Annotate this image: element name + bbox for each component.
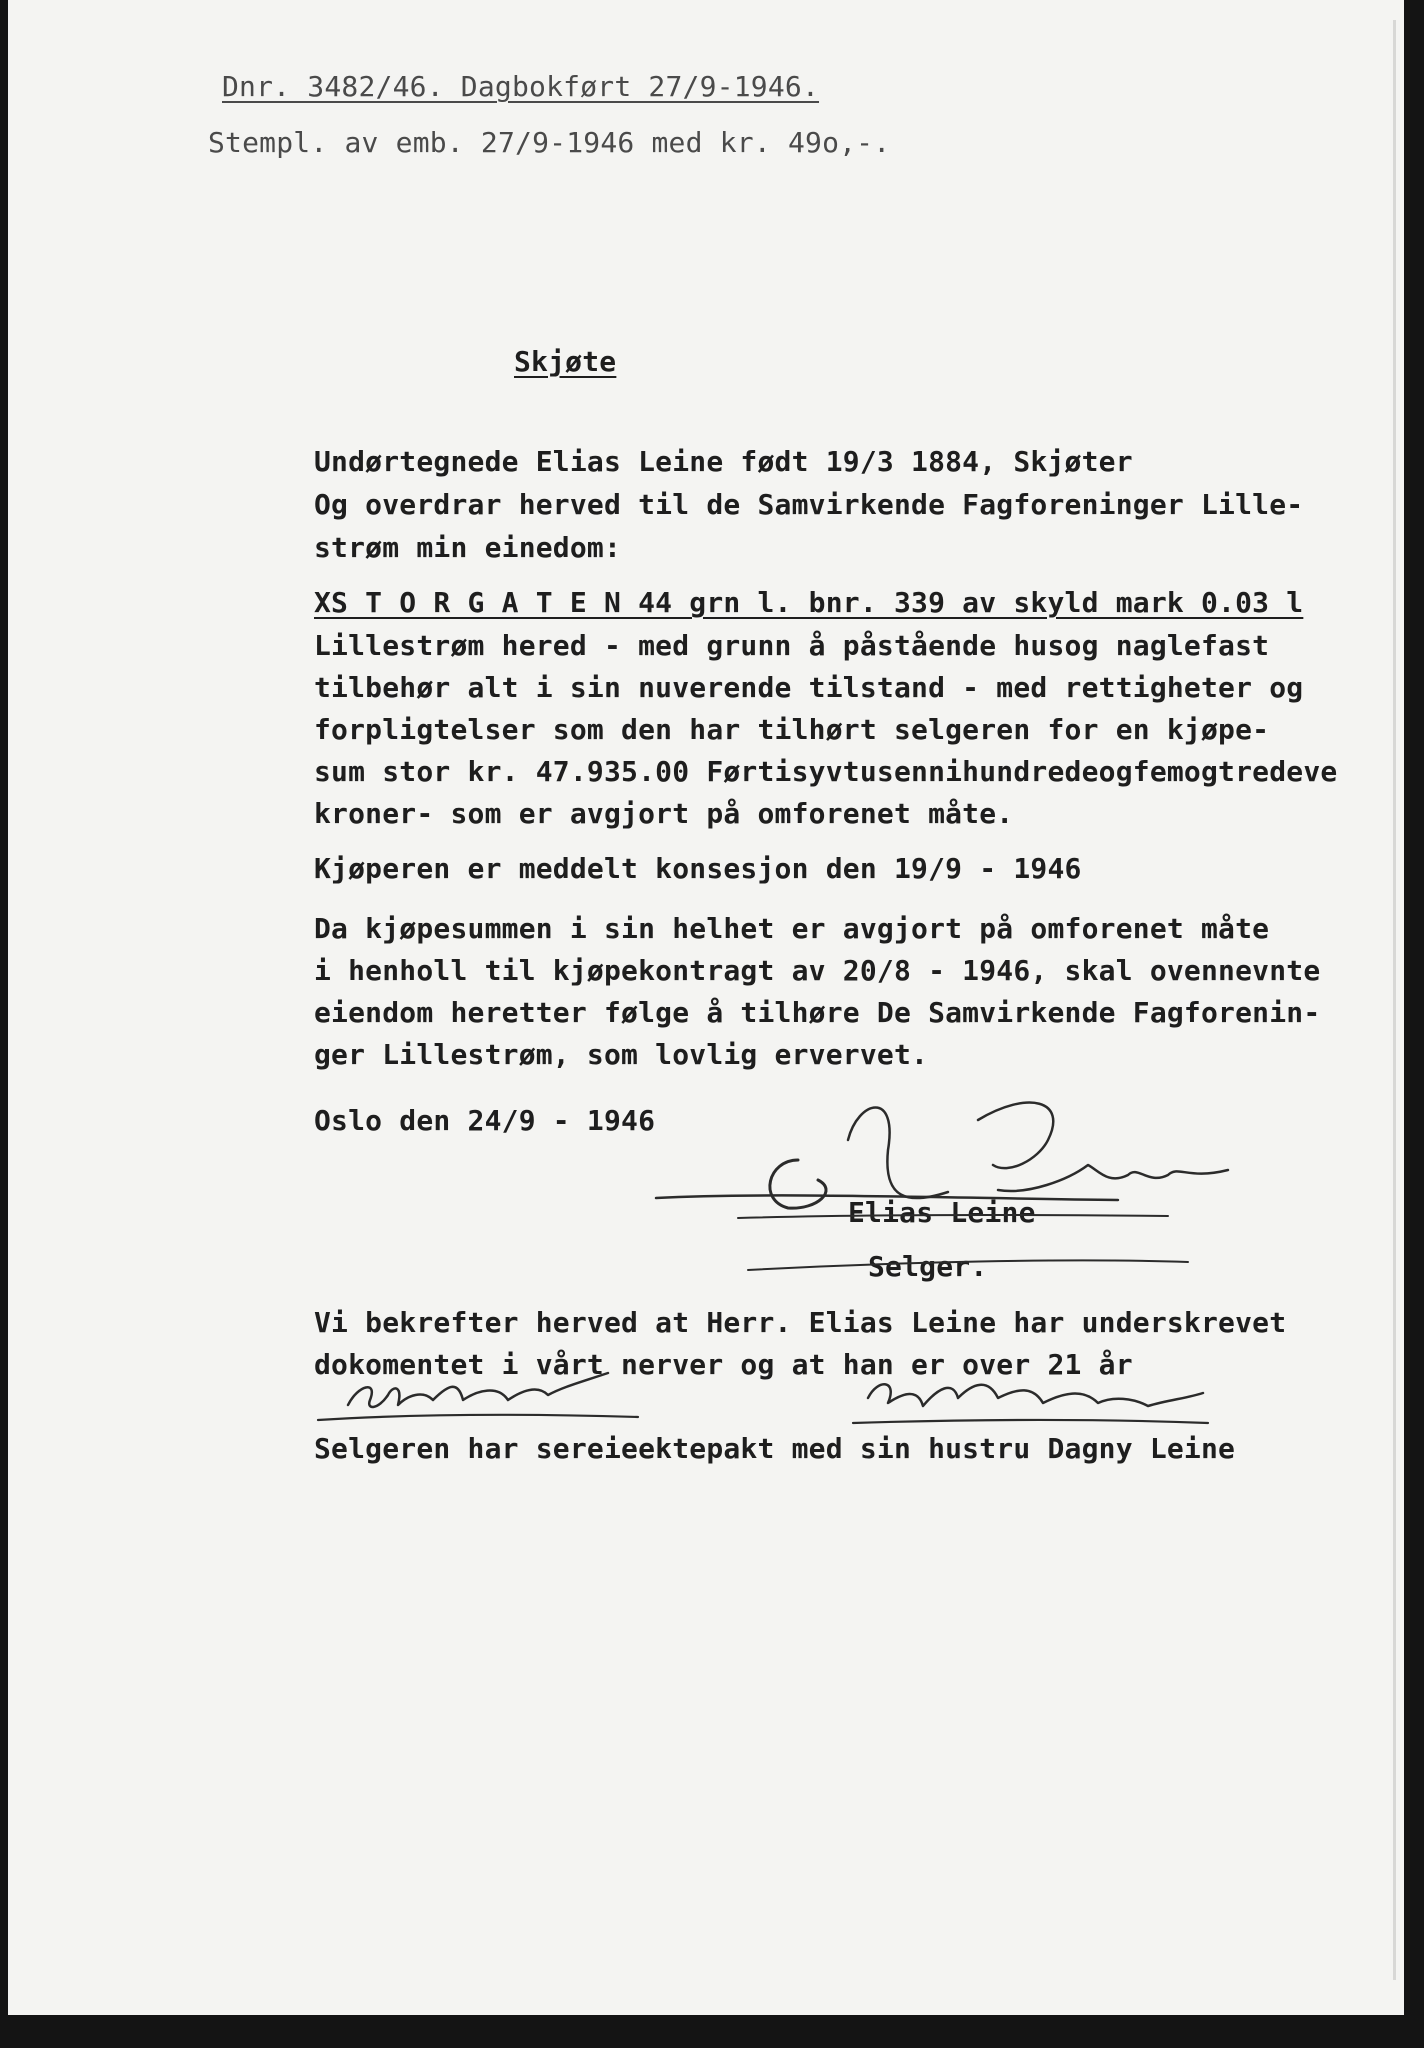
seller-name: Elias Leine	[848, 1196, 1036, 1229]
witness-signature-1	[308, 1365, 648, 1435]
registration-line: Dnr. 3482/46. Dagbokført 27/9-1946.	[222, 70, 820, 103]
witness-line-2: dokomentet i vårt nerver og at han er over 21 år	[314, 1348, 1133, 1381]
document-page	[8, 0, 1404, 2015]
witness-line-1: Vi bekrefter herved at Herr. Elias Leine har underskrevet	[314, 1306, 1287, 1339]
concession-line: Kjøperen er meddelt konsesjon den 19/9 - 1946	[314, 852, 1082, 885]
intro-line-1: Undørtegnede Elias Leine født 19/3 1884, Skjøter	[314, 445, 1133, 478]
settlement-line-1: Da kjøpesummen i sin helhet er avgjort på omforenet måte	[314, 912, 1270, 945]
property-line-1: Lillestrøm hered - med grunn å påstående husog naglefast	[314, 629, 1270, 662]
seller-role: Selger.	[868, 1250, 988, 1283]
stamp-fee-line: Stempl. av emb. 27/9-1946 med kr. 49o,-.	[208, 126, 891, 159]
witness-signature-2	[848, 1368, 1218, 1438]
property-line-3: forpligtelser som den har tilhørt selgeren for en kjøpe-	[314, 713, 1270, 746]
footer-note: Selgeren har sereieektepakt med sin hustru Dagny Leine	[314, 1432, 1236, 1465]
settlement-line-4: ger Lillestrøm, som lovlig ervervet.	[314, 1038, 929, 1071]
intro-line-2: Og overdrar herved til de Samvirkende Fagforeninger Lille-	[314, 488, 1304, 521]
settlement-line-2: i henholl til kjøpekontragt av 20/8 - 1946, skal ovennevnte	[314, 954, 1321, 987]
intro-line-3: strøm min einedom:	[314, 531, 622, 564]
place-date-line: Oslo den 24/9 - 1946	[314, 1104, 656, 1137]
property-line-2: tilbehør alt i sin nuverende tilstand - med rettigheter og	[314, 671, 1304, 704]
page-edge	[1393, 20, 1396, 1980]
property-lead-line: XS T O R G A T E N 44 grn l. bnr. 339 av skyld mark 0.03 l	[314, 586, 1304, 619]
document-title: Skjøte	[514, 345, 617, 378]
seller-signature	[648, 1080, 1248, 1280]
property-line-4: sum stor kr. 47.935.00 Førtisyvtusennihundredeogfemogtredeve	[314, 755, 1338, 788]
property-line-5: kroner- som er avgjort på omforenet måte.	[314, 797, 1014, 830]
settlement-line-3: eiendom heretter følge å tilhøre De Samvirkende Fagforenin-	[314, 996, 1321, 1029]
